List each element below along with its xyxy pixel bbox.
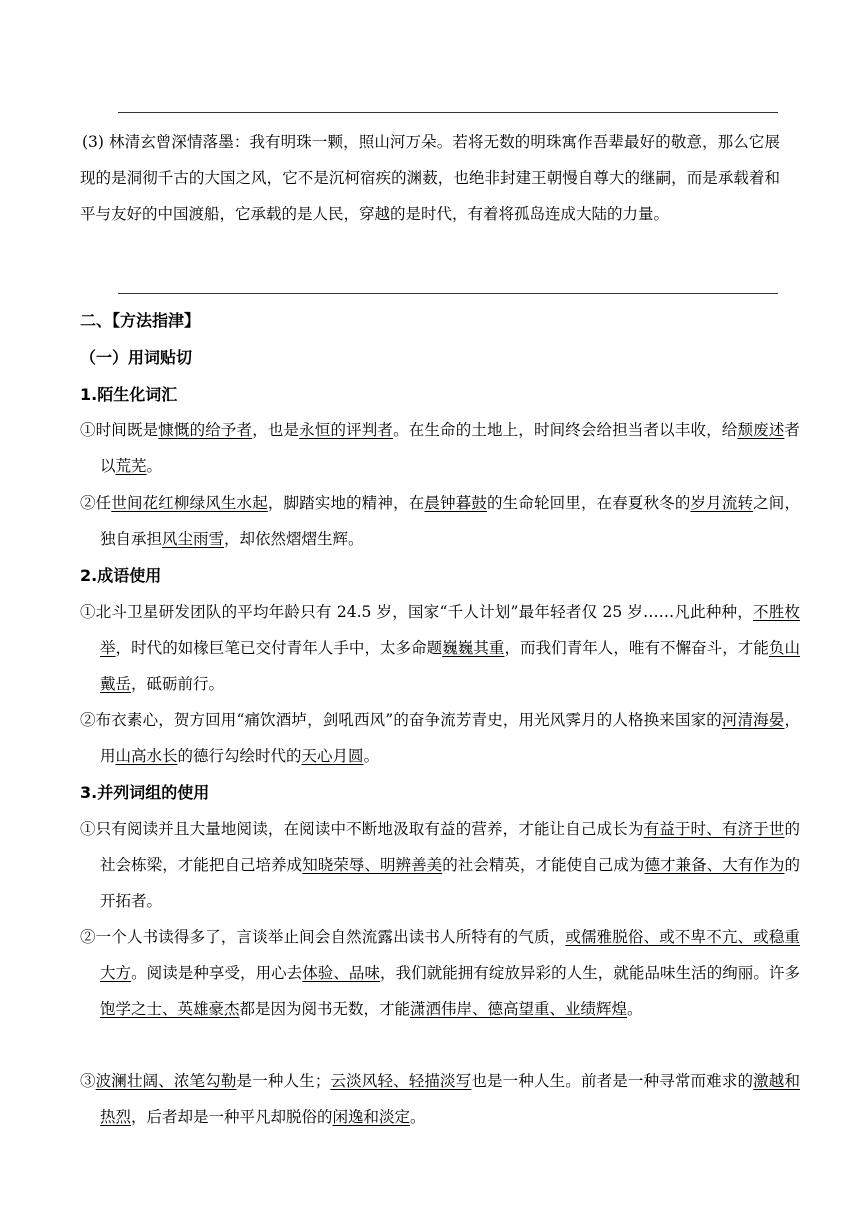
subsection-title: （一）用词贴切 <box>80 348 193 367</box>
item-b2: ②布衣素心，贺方回用“痛饮酒垆，剑吼西风”的奋争流芳青史，用光风霁月的人格换来国家的河清海晏，用山高水长的德行勾绘时代的天心月圆。 <box>80 711 800 765</box>
heading-parallel-phrases: 3.并列词组的使用 <box>80 783 210 802</box>
item-c2: ②一个人书读得多了，言谈举止间会自然流露出读书人所特有的气质，或儒雅脱俗、或不卑不亢、或稳重大方。阅读是种享受，用心去体验、品味，我们就能拥有绽放异彩的人生，就能品味生活的绚丽。许多饱学之士、英雄豪杰都是因为阅书无数，才能潇洒伟岸、德高望重、业绩辉煌。 <box>80 928 800 1018</box>
divider-middle <box>118 293 778 294</box>
divider-top <box>118 112 778 113</box>
paragraph-3: (3) 林清玄曾深情落墨：我有明珠一颗，照山河万朵。若将无数的明珠寓作吾辈最好的敬意，那么它展现的是洞彻千古的大国之风，它不是沉柯宿疾的渊薮，也绝非封建王朝慢自尊大的继嗣，而是承载着和平与友好的中国渡船，它承载的是人民，穿越的是时代，有着将孤岛连成大陆的力量。 <box>80 133 780 223</box>
heading-idioms: 2.成语使用 <box>80 566 162 585</box>
item-a2: ②任世间花红柳绿风生水起，脚踏实地的精神，在晨钟暮鼓的生命轮回里，在春夏秋冬的岁月流转之间，独自承担风尘雨雪，却依然熠熠生辉。 <box>80 494 800 548</box>
item-b1: ①北斗卫星研发团队的平均年龄只有 24.5 岁，国家“千人计划”最年轻者仅 25 岁……凡此种种，不胜枚举，时代的如椽巨笔已交付青年人手中，太多命题巍巍其重，而我们青年人，唯有不懈奋斗，才能负山戴岳，砥砺前行。 <box>80 603 800 693</box>
item-a1: ①时间既是慷慨的给予者，也是永恒的评判者。在生命的土地上，时间终会给担当者以丰收，给颓废述者以荒芜。 <box>80 421 800 475</box>
item-c1: ①只有阅读并且大量地阅读，在阅读中不断地汲取有益的营养，才能让自己成长为有益于时、有济于世的社会栋梁，才能把自己培养成知晓荣辱、明辨善美的社会精英，才能使自己成为德才兼备、大有作为的开拓者。 <box>80 820 800 910</box>
item-c3: ③波澜壮阔、浓笔勾勒是一种人生；云淡风轻、轻描淡写也是一种人生。前者是一种寻常而难求的激越和热烈，后者却是一种平凡却脱俗的闲逸和淡定。 <box>80 1072 800 1126</box>
section-title: 二、【方法指津】 <box>80 311 201 330</box>
heading-unfamiliar-words: 1.陌生化词汇 <box>80 385 178 404</box>
